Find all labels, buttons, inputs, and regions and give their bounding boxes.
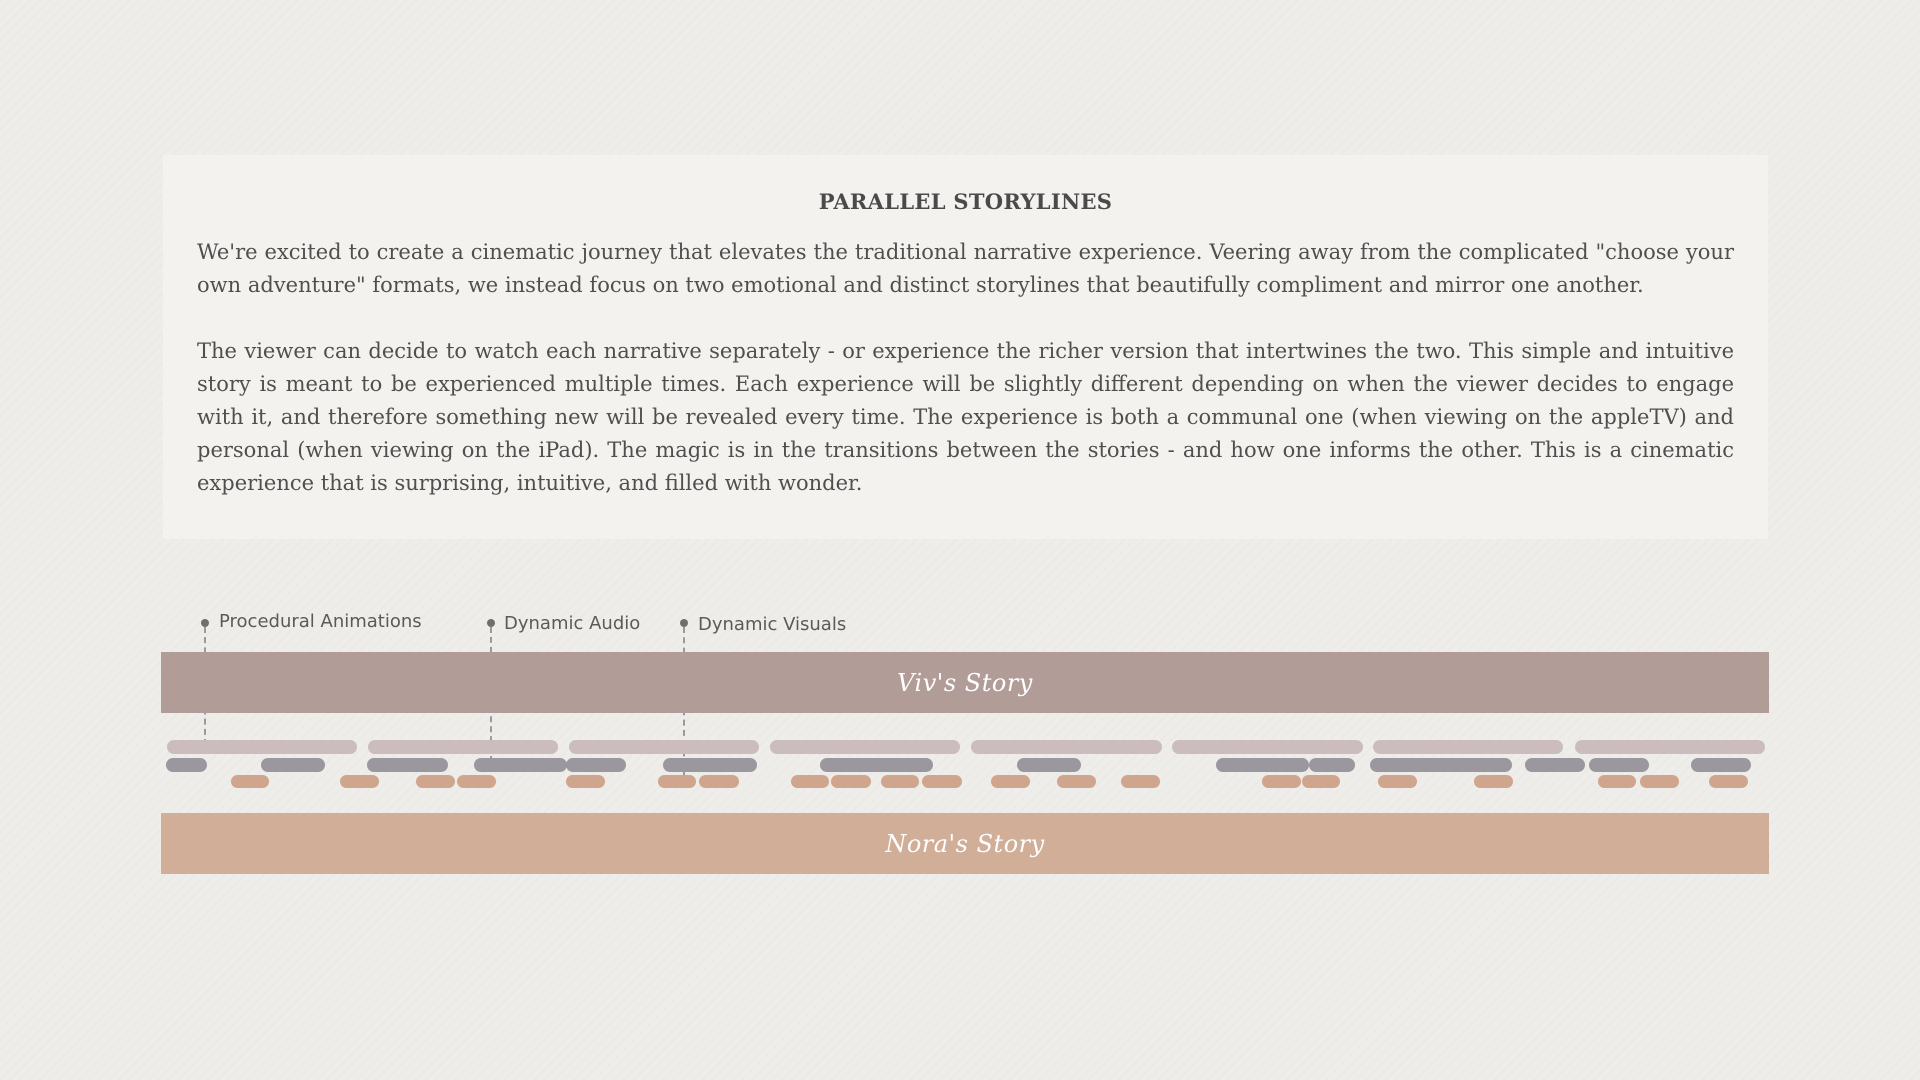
viv-story-band [161, 652, 1769, 713]
section-title: PARALLEL STORYLINES [818, 189, 1113, 214]
feature-label: Dynamic Audio [504, 613, 641, 634]
story-segment [368, 740, 558, 754]
story-segment [340, 775, 379, 788]
nora-story-label: Nora's Story [885, 829, 1045, 858]
story-segment [820, 758, 933, 772]
story-segment [922, 775, 962, 788]
story-segment [1691, 758, 1751, 772]
story-segment [699, 775, 739, 788]
story-segment [566, 775, 605, 788]
story-segment [416, 775, 455, 788]
story-segment [1575, 740, 1765, 754]
story-segment [367, 758, 448, 772]
nora-story-band [161, 813, 1769, 874]
story-segment [1302, 775, 1340, 788]
story-segment [1709, 775, 1748, 788]
story-segment [831, 775, 871, 788]
story-segment [261, 758, 325, 772]
story-segment [991, 775, 1030, 788]
story-segment [566, 758, 626, 772]
story-segment [791, 775, 829, 788]
story-segment [1309, 758, 1355, 772]
story-segment [881, 775, 919, 788]
story-segment [1057, 775, 1096, 788]
story-segment [971, 740, 1162, 754]
story-segment [569, 740, 759, 754]
viv-story-label: Viv's Story [897, 668, 1033, 697]
callout-top-marker [680, 619, 688, 627]
story-segment [1640, 775, 1679, 788]
story-segment [1262, 775, 1301, 788]
story-segment [1525, 758, 1585, 772]
feature-label: Procedural Animations [219, 611, 422, 632]
story-segment [166, 758, 207, 772]
story-segment [1598, 775, 1636, 788]
story-segment [1017, 758, 1081, 772]
story-segment [1373, 740, 1563, 754]
story-segment [1121, 775, 1160, 788]
story-segment [1378, 775, 1417, 788]
story-segment [1474, 775, 1513, 788]
story-segment [1216, 758, 1309, 772]
story-segment [1172, 740, 1363, 754]
callout-top-marker [487, 619, 495, 627]
story-segment [1370, 758, 1512, 772]
intro-paragraph: We're excited to create a cinematic journey that elevates the traditional narrative experience. Veering away from the complicated "choose your own adventure" formats, we instead focus on two emotional and distinct storylines that beautifully compliment and mirror one another. [197, 240, 1734, 297]
story-segment [457, 775, 496, 788]
feature-label: Dynamic Visuals [698, 614, 847, 635]
detail-paragraph: The viewer can decide to watch each narrative separately - or experience the richer version that intertwines the two. This simple and intuitive story is meant to be experienced multiple times. Each experience will be slightly different depending on when the viewer decides to engage with it, and therefore something new will be revealed every time. The experience is both a communal one (when viewing on the appleTV) and personal (when viewing on the iPad). The magic is in the transitions between the stories - and how one informs the other. This is a cinematic experience that is surprising, intuitive, and filled with wonder. [197, 339, 1734, 495]
story-segment [770, 740, 960, 754]
story-segment [474, 758, 567, 772]
callout-top-marker [201, 619, 209, 627]
story-segment [1589, 758, 1649, 772]
story-segment [658, 775, 696, 788]
story-segment [231, 775, 269, 788]
story-segment [663, 758, 757, 772]
story-segment [167, 740, 357, 754]
description-card [163, 155, 1768, 539]
